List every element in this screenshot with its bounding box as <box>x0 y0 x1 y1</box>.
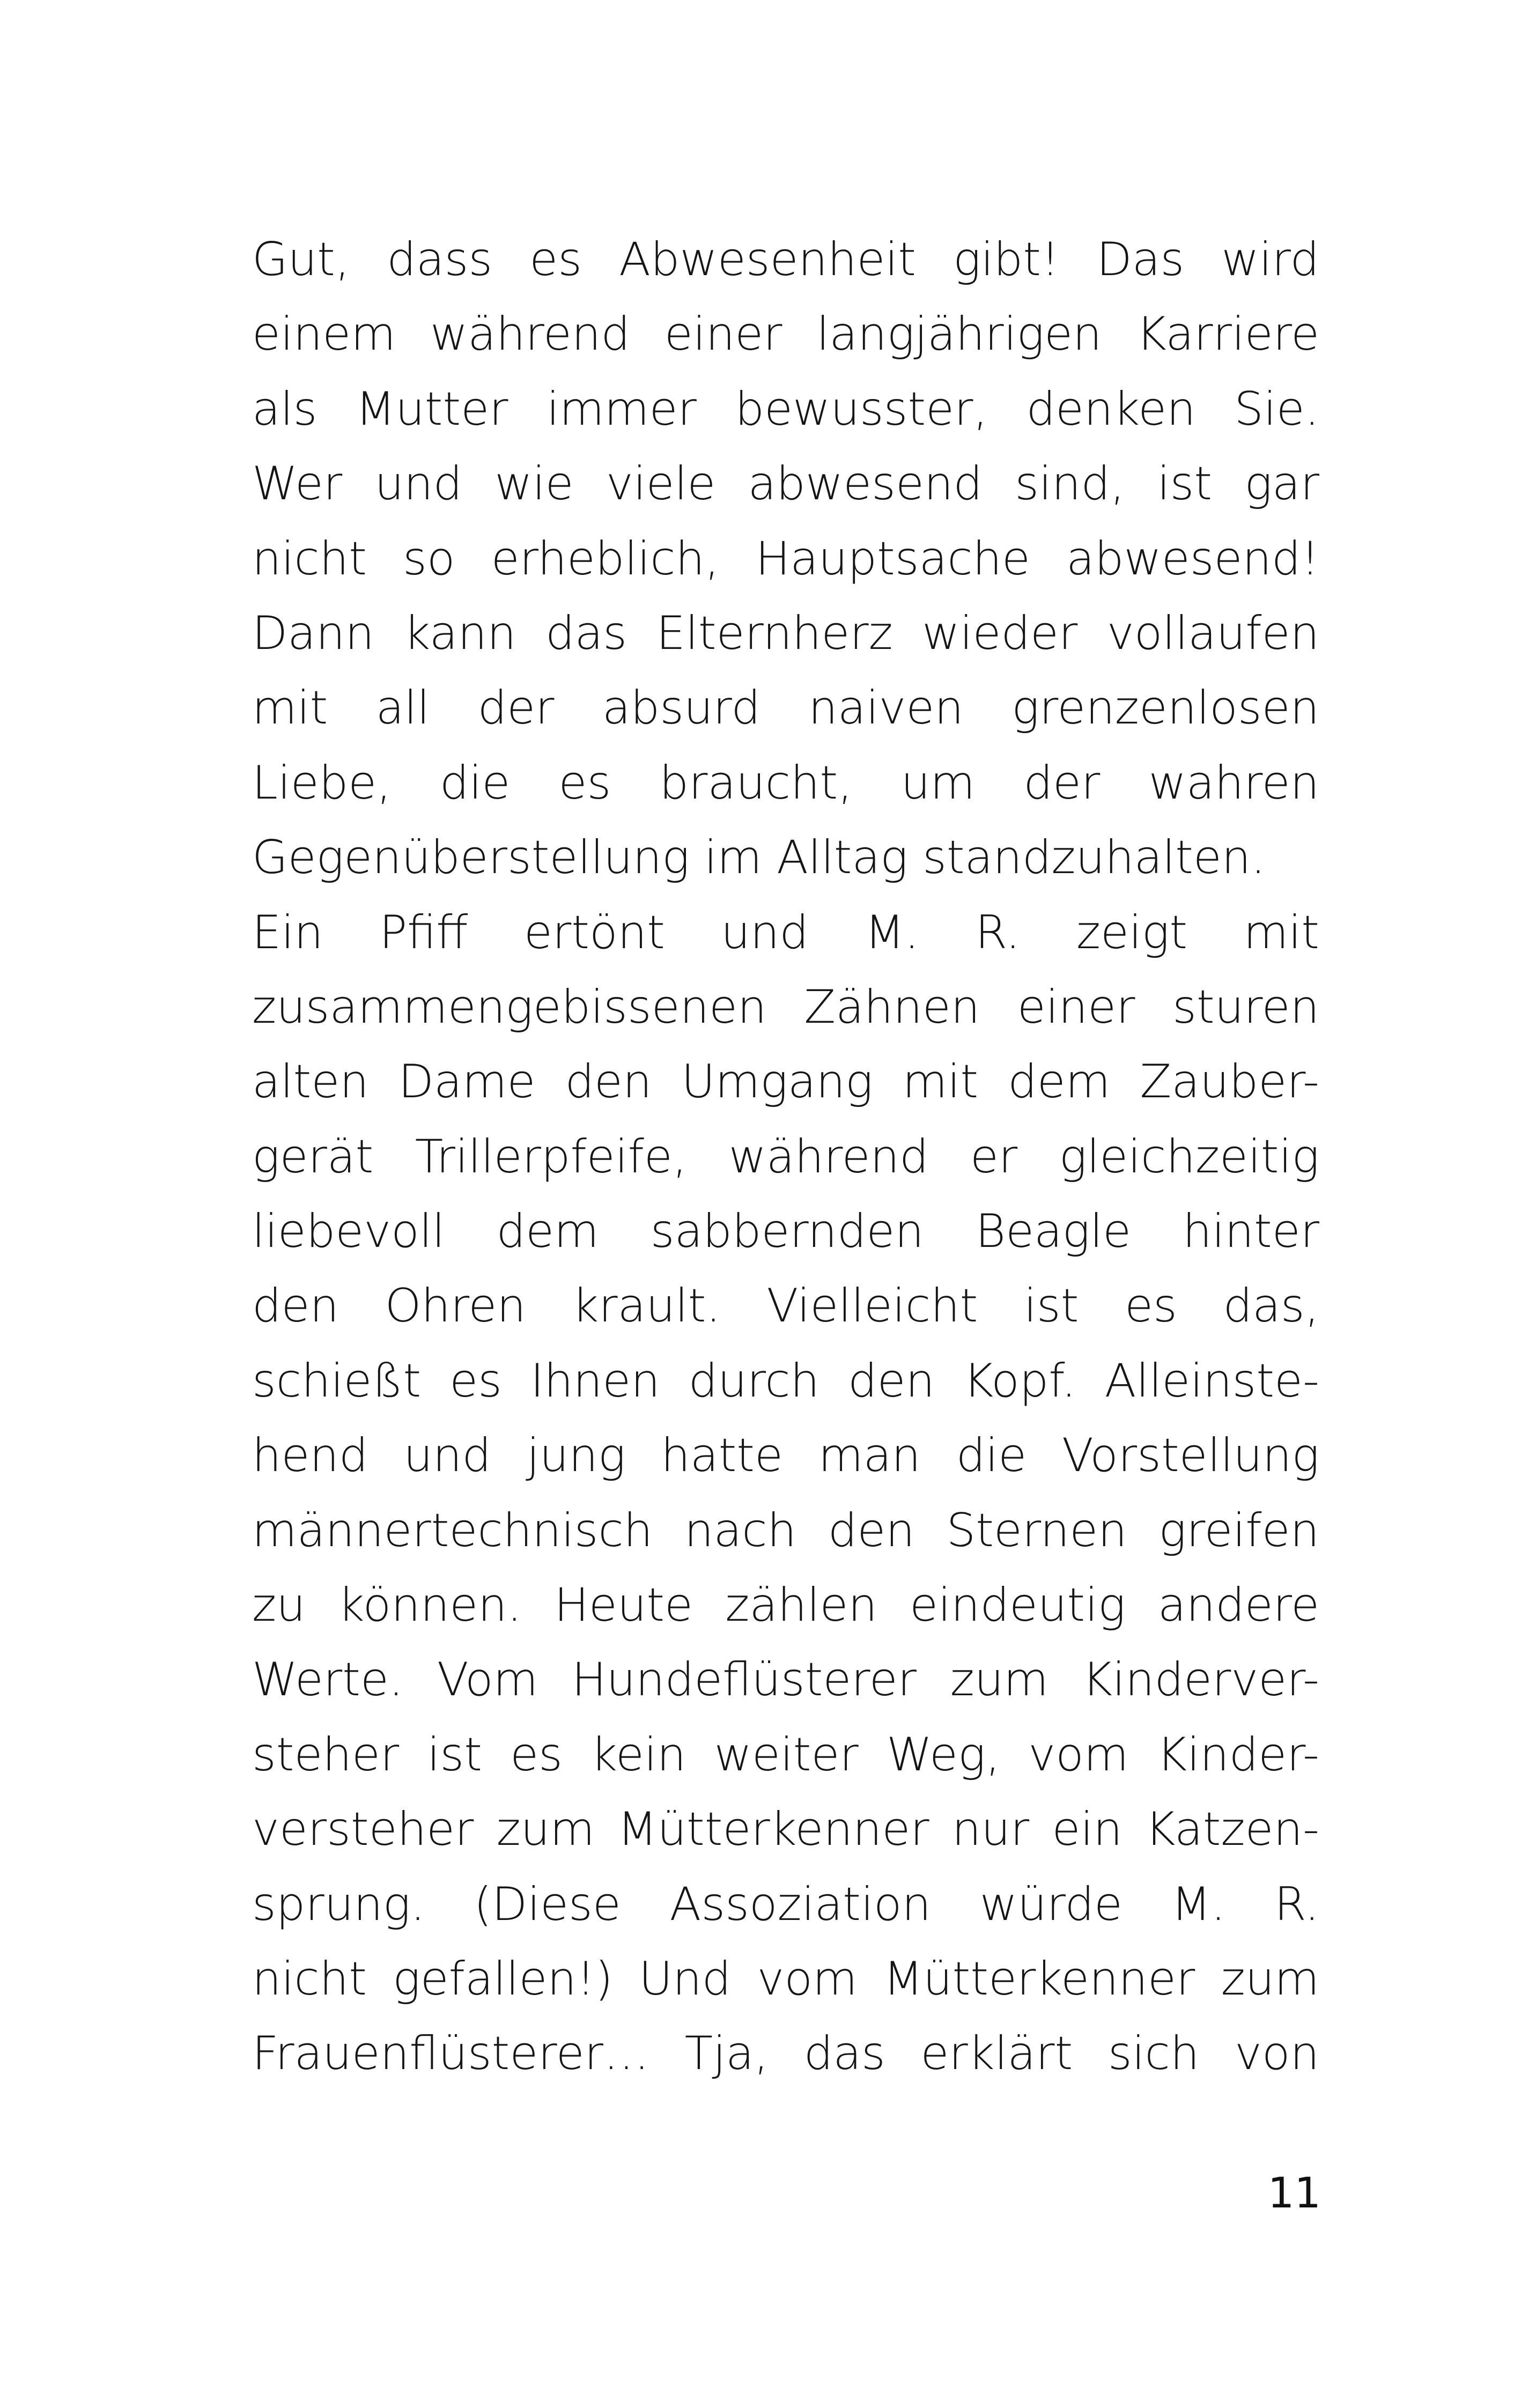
text-line: steher ist es kein weiter Weg, vom Kinder- <box>252 1727 1319 1782</box>
text-line: als Mutter immer bewusster, denken Sie. <box>252 382 1319 436</box>
text-line: zu können. Heute zählen eindeutig andere <box>252 1578 1319 1633</box>
text-line: hend und jung hatte man die Vorstellung <box>252 1429 1319 1483</box>
text-line: liebevoll dem sabbernden Beagle hinter <box>252 1205 1319 1259</box>
text-line: zusammengebissenen Zähnen einer sturen <box>252 980 1319 1034</box>
text-line: sprung. (Diese Assoziation würde M. R. <box>252 1877 1319 1931</box>
text-line: schießt es Ihnen durch den Kopf. Alleinste- <box>252 1354 1319 1408</box>
text-line: einem während einer langjährigen Karriere <box>252 307 1319 361</box>
text-line: gerät Trillerpfeife, während er gleichzeitig <box>252 1129 1319 1184</box>
text-line: Werte. Vom Hundeflüsterer zum Kinderver- <box>252 1653 1319 1707</box>
body-text <box>252 223 1319 2092</box>
text-line: männertechnisch nach den Sternen greifen <box>252 1503 1319 1557</box>
text-line: alten Dame den Umgang mit dem Zauber- <box>252 1055 1319 1109</box>
text-line: nicht gefallen!) Und vom Mütterkenner zum <box>252 1952 1319 2006</box>
text-line: mit all der absurd naiven grenzenlosen <box>252 681 1319 735</box>
text-line: den Ohren krault. Vielleicht ist es das, <box>252 1279 1319 1333</box>
text-line: Liebe, die es braucht, um der wahren <box>252 756 1319 810</box>
text-line: Gut, dass es Abwesenheit gibt! Das wird <box>252 233 1319 286</box>
text-line: Gegenüberstellung im Alltag standzuhalten. <box>252 831 1266 885</box>
text-line: Ein Pfiff ertönt und M. R. zeigt mit <box>252 905 1319 959</box>
text-line: Wer und wie viele abwesend sind, ist gar <box>252 457 1319 511</box>
text-line: Dann kann das Elternherz wieder vollaufen <box>252 606 1319 660</box>
page-number: 11 <box>1267 2169 1321 2218</box>
text-line: Frauenflüsterer… Tja, das erklärt sich von <box>252 2027 1319 2081</box>
text-line: nicht so erheblich, Hauptsache abwesend! <box>252 531 1319 586</box>
text-line: versteher zum Mütterkenner nur ein Katzen- <box>252 1803 1319 1857</box>
